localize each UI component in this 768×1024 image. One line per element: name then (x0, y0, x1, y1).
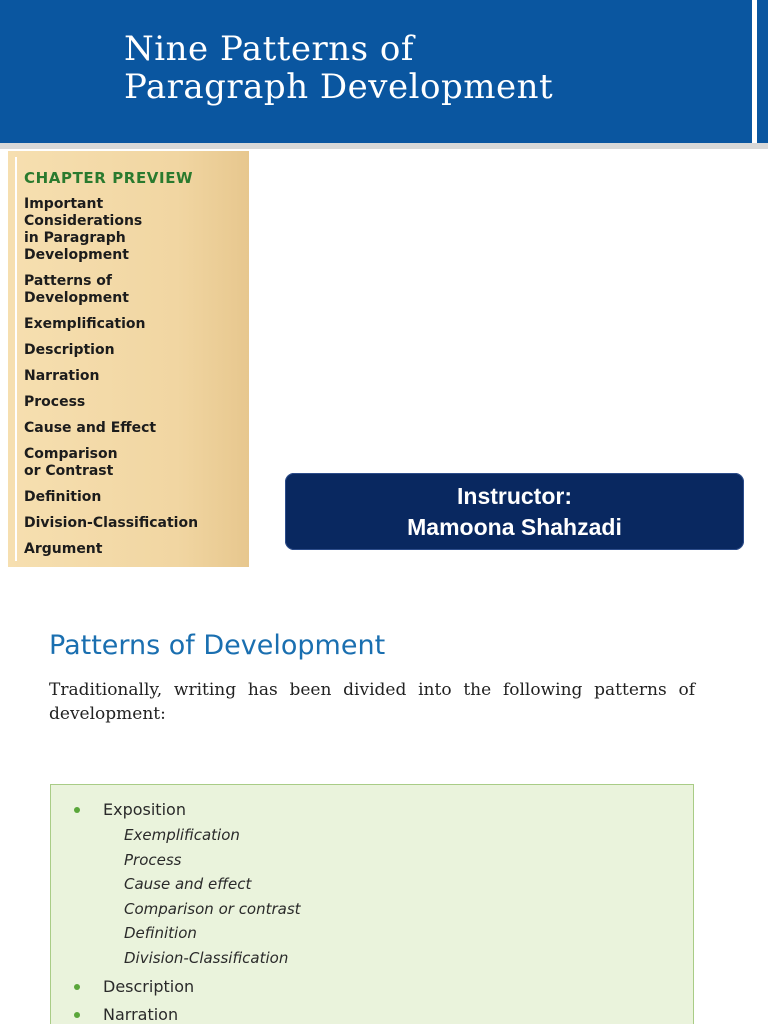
pattern-label: Description (103, 977, 195, 996)
banner-edge-strip (752, 0, 768, 143)
preview-item: Argument (24, 541, 103, 557)
preview-item: Cause and Effect (24, 420, 157, 436)
exposition-sub-list (124, 823, 301, 970)
list-item (71, 799, 301, 970)
chapter-preview-panel (8, 151, 249, 567)
sub-pattern: Exemplification (124, 826, 240, 844)
list-item (71, 976, 301, 998)
preview-divider-line (15, 157, 17, 561)
preview-item: Important Considerations in Paragraph Development (24, 196, 143, 263)
pattern-label: Exposition (103, 800, 186, 819)
instructor-box (285, 473, 744, 550)
preview-item: Division-Classification (24, 515, 199, 531)
preview-item: Patterns of Development (24, 273, 129, 306)
sub-pattern: Comparison or contrast (124, 899, 301, 918)
bullet-icon (74, 984, 80, 990)
chapter-preview-heading: CHAPTER PREVIEW (24, 169, 194, 187)
section-title: Patterns of Development (49, 630, 386, 661)
patterns-list (71, 799, 301, 1024)
preview-item: Comparison or Contrast (24, 446, 118, 479)
bullet-icon (74, 1012, 80, 1018)
title-banner (0, 0, 768, 143)
page-title: Nine Patterns of Paragraph Development (124, 29, 554, 107)
patterns-box (50, 784, 694, 1024)
pattern-label: Narration (103, 1005, 179, 1024)
preview-item: Narration (24, 368, 100, 384)
list-item (71, 1004, 301, 1024)
preview-item: Definition (24, 489, 102, 505)
sub-pattern: Process (124, 850, 182, 869)
chapter-preview-list (24, 196, 244, 567)
instructor-name: Mamoona Shahzadi (407, 514, 622, 540)
intro-paragraph: Traditionally, writing has been divided into the following patterns of development: (49, 680, 695, 724)
preview-item: Description (24, 342, 115, 358)
preview-item: Exemplification (24, 316, 146, 332)
instructor-label: Instructor: (457, 483, 572, 509)
banner-divider (0, 143, 768, 149)
sub-pattern: Definition (124, 924, 197, 942)
sub-pattern: Cause and effect (124, 875, 252, 893)
bullet-icon (74, 807, 80, 813)
preview-item: Process (24, 394, 86, 410)
sub-pattern: Division-Classification (124, 948, 289, 967)
